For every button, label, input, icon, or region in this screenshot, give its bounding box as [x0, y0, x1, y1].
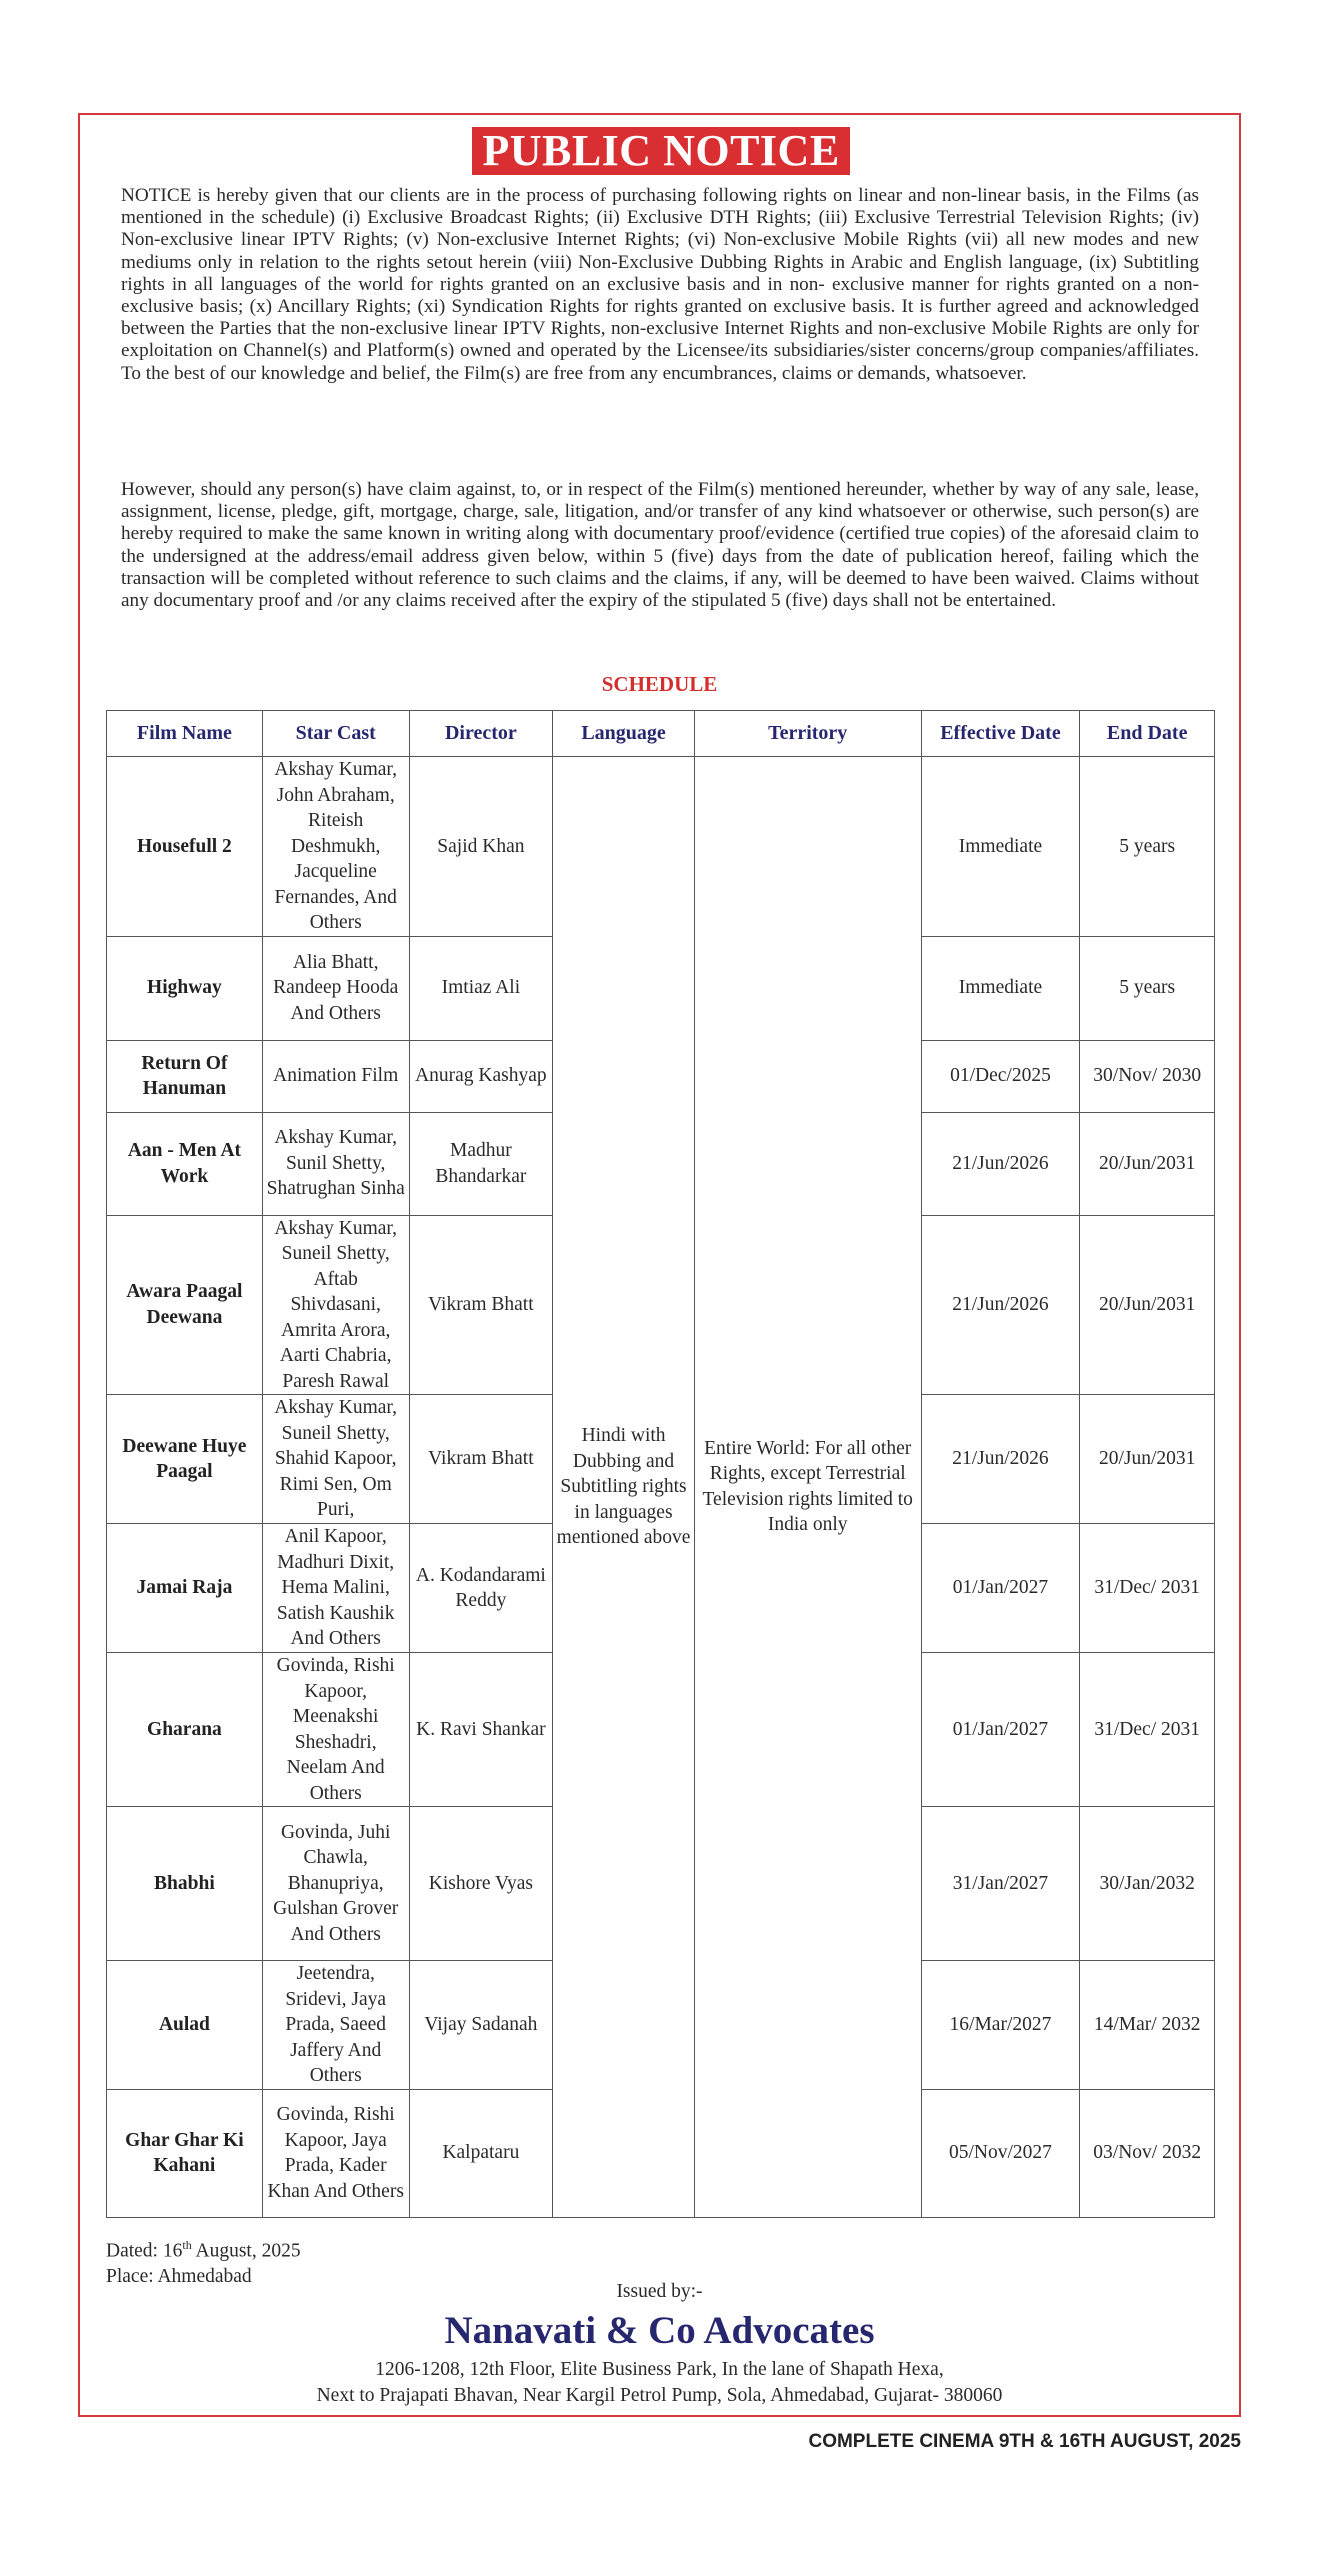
end-date: 30/Jan/2032: [1080, 1807, 1215, 1961]
film-name: Aulad: [107, 1961, 263, 2090]
director: Anurag Kashyap: [409, 1040, 553, 1112]
effective-date: 16/Mar/2027: [921, 1961, 1080, 2090]
effective-date: 01/Jan/2027: [921, 1524, 1080, 1653]
effective-date: 05/Nov/2027: [921, 2089, 1080, 2217]
film-name: Aan - Men At Work: [107, 1112, 263, 1215]
publication-footer: COMPLETE CINEMA 9TH & 16TH AUGUST, 2025: [808, 2431, 1241, 2452]
star-cast: Govinda, Rishi Kapoor, Jaya Prada, Kader Khan And Others: [262, 2089, 409, 2217]
effective-date: Immediate: [921, 936, 1080, 1040]
end-date: 03/Nov/ 2032: [1080, 2089, 1215, 2217]
film-name: Housefull 2: [107, 757, 263, 937]
star-cast: Akshay Kumar, Suneil Shetty, Aftab Shivdasani, Amrita Arora, Aarti Chabria, Paresh Rawal: [262, 1215, 409, 1395]
header-star-cast: Star Cast: [262, 711, 409, 757]
issued-by: Issued by:-: [616, 2281, 703, 2302]
language-cell: Hindi with Dubbing and Subtitling rights in languages mentioned above: [553, 757, 695, 2218]
header-language: Language: [553, 711, 695, 757]
table-header-row: [107, 711, 1215, 757]
director: Madhur Bhandarkar: [409, 1112, 553, 1215]
star-cast: Govinda, Juhi Chawla, Bhanupriya, Gulshan Grover And Others: [262, 1807, 409, 1961]
place-line: Place: Ahmedabad: [106, 2265, 252, 2287]
header-film-name: Film Name: [107, 711, 263, 757]
notice-paragraph-2: However, should any person(s) have claim against, to, or in respect of the Film(s) mentioned hereunder, whether by way of any sale, lease, assignment, license, pledge, gift, mortgage, charge, sale, litigation, and/or transfer of any kind whatsoever or otherwise, such person(s) are hereby required to make the same known in writing along with documentary proof/evidence (certified true copies) of the aforesaid claim to the undersigned at the address/email address given below, within 5 (five) days from the date of publication hereof, failing which the transaction will be completed without reference to such claims and the claims, if any, will be deemed to have been waived. Claims without any documentary proof and /or any claims received after the expiry of the stipulated 5 (five) days shall not be entertained.: [121, 479, 1199, 612]
film-name: Awara Paagal Deewana: [107, 1215, 263, 1395]
territory-cell: Entire World: For all other Rights, except Terrestrial Television rights limited to India only: [694, 757, 921, 2218]
effective-date: 01/Dec/2025: [921, 1040, 1080, 1112]
dated-label: Dated: 16: [106, 2240, 183, 2262]
film-name: Deewane Huye Paagal: [107, 1395, 263, 1524]
star-cast: Akshay Kumar, John Abraham, Riteish Deshmukh, Jacqueline Fernandes, And Others: [262, 757, 409, 937]
director: Sajid Khan: [409, 757, 553, 937]
schedule-table: [106, 710, 1215, 2218]
director: K. Ravi Shankar: [409, 1653, 553, 1807]
end-date: 5 years: [1080, 936, 1215, 1040]
end-date: 20/Jun/2031: [1080, 1395, 1215, 1524]
director: Vikram Bhatt: [409, 1395, 553, 1524]
end-date: 5 years: [1080, 757, 1215, 937]
film-name: Return Of Hanuman: [107, 1040, 263, 1112]
star-cast: Animation Film: [262, 1040, 409, 1112]
film-name: Bhabhi: [107, 1807, 263, 1961]
dated-superscript: th: [182, 2238, 192, 2252]
star-cast: Akshay Kumar, Suneil Shetty, Shahid Kapoor, Rimi Sen, Om Puri,: [262, 1395, 409, 1524]
director: Imtiaz Ali: [409, 936, 553, 1040]
film-name: Jamai Raja: [107, 1524, 263, 1653]
end-date: 20/Jun/2031: [1080, 1112, 1215, 1215]
film-name: Ghar Ghar Ki Kahani: [107, 2089, 263, 2217]
end-date: 31/Dec/ 2031: [1080, 1653, 1215, 1807]
header-territory: Territory: [694, 711, 921, 757]
film-name: Gharana: [107, 1653, 263, 1807]
end-date: 31/Dec/ 2031: [1080, 1524, 1215, 1653]
end-date: 30/Nov/ 2030: [1080, 1040, 1215, 1112]
end-date: 20/Jun/2031: [1080, 1215, 1215, 1395]
firm-address: [0, 2357, 1319, 2409]
director: Kalpataru: [409, 2089, 553, 2217]
effective-date: 01/Jan/2027: [921, 1653, 1080, 1807]
effective-date: 31/Jan/2027: [921, 1807, 1080, 1961]
star-cast: Alia Bhatt, Randeep Hooda And Others: [262, 936, 409, 1040]
header-director: Director: [409, 711, 553, 757]
address-line-2: Next to Prajapati Bhavan, Near Kargil Petrol Pump, Sola, Ahmedabad, Gujarat- 380060: [316, 2385, 1003, 2406]
effective-date: Immediate: [921, 757, 1080, 937]
address-line-1: 1206-1208, 12th Floor, Elite Business Park, In the lane of Shapath Hexa,: [375, 2359, 944, 2380]
effective-date: 21/Jun/2026: [921, 1112, 1080, 1215]
dated-line: [106, 2233, 301, 2264]
star-cast: Jeetendra, Sridevi, Jaya Prada, Saeed Jaffery And Others: [262, 1961, 409, 2090]
firm-name: Nanavati & Co Advocates: [444, 2309, 875, 2352]
schedule-heading: SCHEDULE: [601, 672, 718, 696]
director: Vijay Sadanah: [409, 1961, 553, 2090]
star-cast: Akshay Kumar, Sunil Shetty, Shatrughan Sinha: [262, 1112, 409, 1215]
notice-title: PUBLIC NOTICE: [472, 127, 850, 175]
dated-rest: August, 2025: [191, 2240, 301, 2262]
effective-date: 21/Jun/2026: [921, 1395, 1080, 1524]
table-row: [107, 757, 1215, 937]
film-name: Highway: [107, 936, 263, 1040]
star-cast: Anil Kapoor, Madhuri Dixit, Hema Malini, Satish Kaushik And Others: [262, 1524, 409, 1653]
header-end-date: End Date: [1080, 711, 1215, 757]
director: Vikram Bhatt: [409, 1215, 553, 1395]
star-cast: Govinda, Rishi Kapoor, Meenakshi Sheshadri, Neelam And Others: [262, 1653, 409, 1807]
director: Kishore Vyas: [409, 1807, 553, 1961]
notice-paragraph-1: NOTICE is hereby given that our clients are in the process of purchasing following rights on linear and non-linear basis, in the Films (as mentioned in the schedule) (i) Exclusive Broadcast Rights; (ii) Exclusive DTH Rights; (iii) Exclusive Terrestrial Television Rights; (iv) Non-exclusive linear IPTV Rights; (v) Non-exclusive Internet Rights; (vi) Non-exclusive Mobile Rights (vii) all new modes and new mediums only in relation to the rights setout herein (viii) Non-Exclusive Dubbing Rights in Arabic and English language, (ix) Subtitling rights in all languages of the world for rights granted on an exclusive basis and in non- exclusive manner for rights granted on a non-exclusive basis; (x) Ancillary Rights; (xi) Syndication Rights for rights granted on exclusive basis. It is further agreed and acknowledged between the Parties that the non-exclusive linear IPTV Rights, non-exclusive Internet Rights and non-exclusive Mobile Rights are only for exploitation on Channel(s) and Platform(s) owned and operated by the Licensee/its subsidiaries/sister concerns/group companies/affiliates. To the best of our knowledge and belief, the Film(s) are free from any encumbrances, claims or demands, whatsoever.: [121, 185, 1199, 384]
director: A. Kodandarami Reddy: [409, 1524, 553, 1653]
header-effective-date: Effective Date: [921, 711, 1080, 757]
effective-date: 21/Jun/2026: [921, 1215, 1080, 1395]
end-date: 14/Mar/ 2032: [1080, 1961, 1215, 2090]
